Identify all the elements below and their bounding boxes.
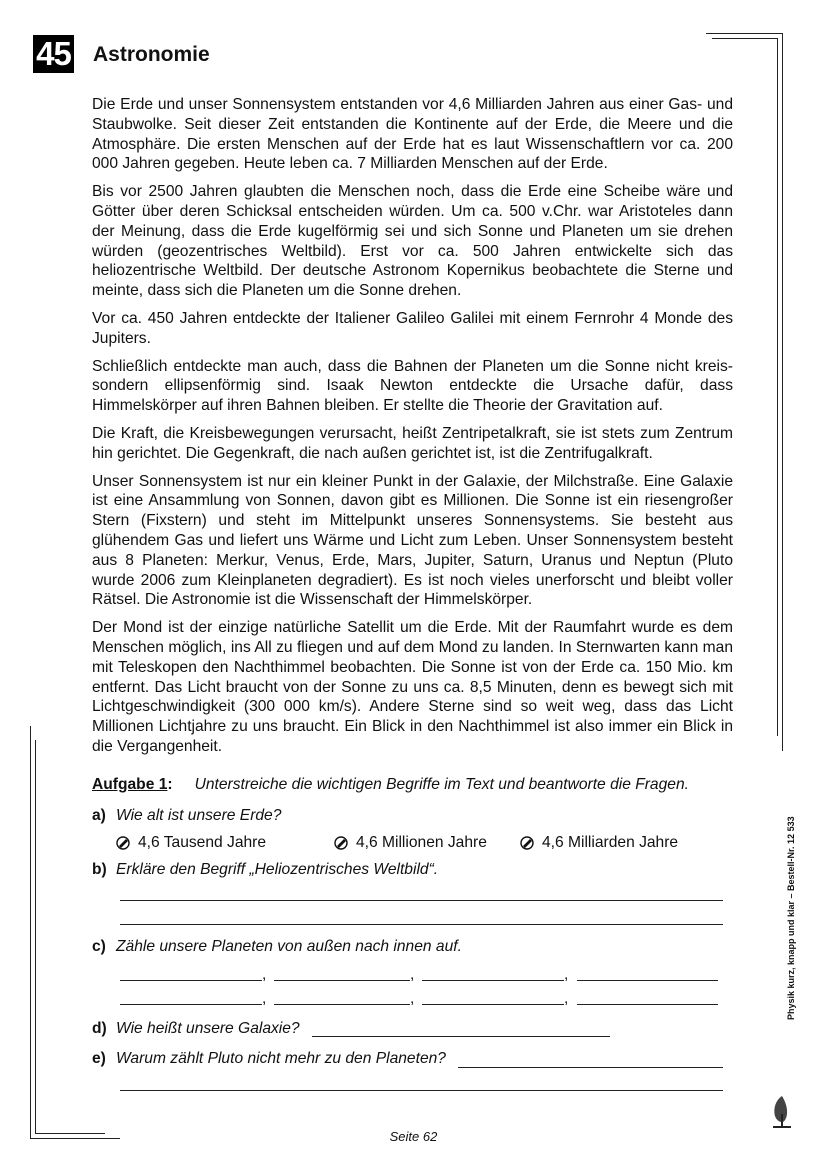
answer-option-label: 4,6 Milliarden Jahre [542, 834, 679, 851]
question-c [92, 938, 462, 956]
pencil-checkbox-icon [334, 836, 348, 850]
frame-line [782, 33, 783, 751]
paragraph: Bis vor 2500 Jahren glaubten die Menschen noch, dass die Erde eine Scheibe wäre und Götter über deren Schicksal entscheiden würden. Um ca. 500 v.Chr. war Aristoteles dann der Meinung, dass die Erde kugelförmig sei und sich Sonne und Planeten um sie drehen würden (geozentrisches Weltbild). Erst vor ca. 500 Jahren entwickelte sich das heliozentrische Weltbild. Der deutsche Astronom Kopernikus beobachtete die Sterne und meinte, dass sich die Planeten um die Sonne drehen. [92, 183, 733, 300]
question-text: Erkläre den Begriff „Heliozentrisches Weltbild“. [116, 861, 439, 878]
answer-line[interactable] [120, 980, 262, 981]
answer-line[interactable] [274, 980, 410, 981]
publisher-order-number: Physik kurz, knapp und klar – Bestell-Nr. 12 533 [786, 816, 796, 1020]
comma: , [410, 990, 415, 1007]
answer-line[interactable] [120, 924, 723, 925]
question-d [92, 1020, 300, 1038]
answer-line[interactable] [312, 1036, 610, 1037]
pencil-checkbox-icon [116, 836, 130, 850]
comma: , [410, 966, 415, 983]
question-text: Warum zählt Pluto nicht mehr zu den Planeten? [116, 1050, 446, 1067]
question-a [92, 807, 281, 825]
answer-option-label: 4,6 Millionen Jahre [356, 834, 487, 851]
publisher-logo [771, 1094, 793, 1130]
answer-option[interactable] [116, 834, 266, 852]
question-b [92, 861, 438, 879]
answer-line[interactable] [577, 980, 718, 981]
answer-option[interactable] [334, 834, 487, 852]
comma: , [262, 990, 267, 1007]
comma: , [564, 966, 569, 983]
paragraph: Unser Sonnensystem ist nur ein kleiner Punkt in der Galaxie, der Milchstraße. Eine Galaxie ist eine Ansammlung von Sonnen, davon gibt es Millionen. Die Sonne ist ein riesengroßer Stern (Fixstern) und steht im Mittelpunkt unseres Sonnensystems. Sie besteht aus glühendem Gas und liefert uns Wärme und Licht zum Leben. Unser Sonnensystem besteht aus 8 Planeten: Merkur, Venus, Erde, Mars, Jupiter, Saturn, Uranus und Neptun (Pluto wurde 2006 zum Kleinplaneten degradiert). Es ist noch vieles unerforscht und bleibt voller Rätsel. Die Astronomie ist die Wissenschaft der Himmelskörper. [92, 472, 733, 609]
page-number: Seite 62 [389, 1129, 438, 1144]
frame-line [30, 726, 31, 1138]
task-label: Aufgabe 1 [92, 776, 168, 793]
answer-option-label: 4,6 Tausend Jahre [138, 834, 267, 851]
question-letter: a) [92, 807, 106, 824]
paragraph: Die Kraft, die Kreisbewegungen verursacht, heißt Zentripetalkraft, sie ist stets zum Zentrum hin gerichtet. Die Gegenkraft, die nach außen gerichtet ist, ist die Zentrifugalkraft. [92, 424, 733, 462]
paragraph: Vor ca. 450 Jahren entdeckte der Italiener Galileo Galilei mit einem Fernrohr 4 Monde des Jupiters. [92, 309, 733, 347]
task-instruction: Unterstreiche die wichtigen Begriffe im Text und beantworte die Fragen. [194, 776, 689, 793]
task-header [92, 776, 689, 794]
answer-line[interactable] [120, 1090, 723, 1091]
question-text: Wie heißt unsere Galaxie? [116, 1020, 300, 1037]
answer-line[interactable] [577, 1004, 718, 1005]
answer-line[interactable] [458, 1067, 723, 1068]
task-colon: : [167, 776, 173, 793]
frame-line [712, 38, 777, 39]
paragraph: Der Mond ist der einzige natürliche Satellit um die Erde. Mit der Raumfahrt wurde es dem Menschen möglich, ins All zu fliegen und auf dem Mond zu landen. In Sternwarten kann man mit Teleskopen den Nachthimmel beobachten. Die Sonne ist von der Erde ca. 150 Mio. km entfernt. Das Licht braucht von der Sonne zu uns ca. 8,5 Minuten, denn es bewegt sich mit Lichtgeschwindigkeit (300 000 km/s). Andere Sterne sind so weit weg, dass das Licht Millionen Lichtjahre zu uns braucht. Ein Blick in den Nachthimmel ist also immer ein Blick in die Vergangenheit. [92, 619, 733, 755]
question-e [92, 1050, 446, 1068]
comma: , [262, 966, 267, 983]
paragraph: Schließlich entdeckte man auch, dass die Bahnen der Planeten um die Sonne nicht kreis- sondern ellipsenförmig sind. Isaak Newton entdeckte die Ursache dafür, dass Himmelskörper auf ihren Bahnen bleiben. Er stellte die Theorie der Gravitation auf. [92, 357, 733, 415]
answer-line[interactable] [120, 900, 723, 901]
question-letter: d) [92, 1020, 107, 1037]
frame-line [35, 740, 36, 1133]
answer-line[interactable] [422, 980, 564, 981]
pencil-checkbox-icon [520, 836, 534, 850]
answer-line[interactable] [120, 1004, 262, 1005]
answer-option[interactable] [520, 834, 678, 852]
paragraph: Die Erde und unser Sonnensystem entstanden vor 4,6 Milliarden Jahren aus einer Gas- und Staubwolke. Seit dieser Zeit entstanden die Kontinente auf der Erde, die Meere und die Atmosphäre. Die ersten Menschen auf der Erde hat es laut Wissenschaftlern vor ca. 200 000 Jahren gegeben. Heute leben ca. 7 Milliarden Menschen auf der Erde. [92, 96, 733, 173]
frame-line [706, 33, 783, 34]
question-text: Zähle unsere Planeten von außen nach innen auf. [116, 938, 462, 955]
question-text: Wie alt ist unsere Erde? [116, 807, 282, 824]
question-letter: b) [92, 861, 107, 878]
answer-line[interactable] [422, 1004, 564, 1005]
article-body [92, 95, 733, 765]
answer-line[interactable] [274, 1004, 410, 1005]
frame-line [777, 38, 778, 736]
comma: , [564, 990, 569, 1007]
question-letter: c) [92, 938, 106, 955]
question-letter: e) [92, 1050, 106, 1067]
chapter-number: 45 [33, 35, 74, 73]
page-title: Astronomie [93, 43, 210, 66]
